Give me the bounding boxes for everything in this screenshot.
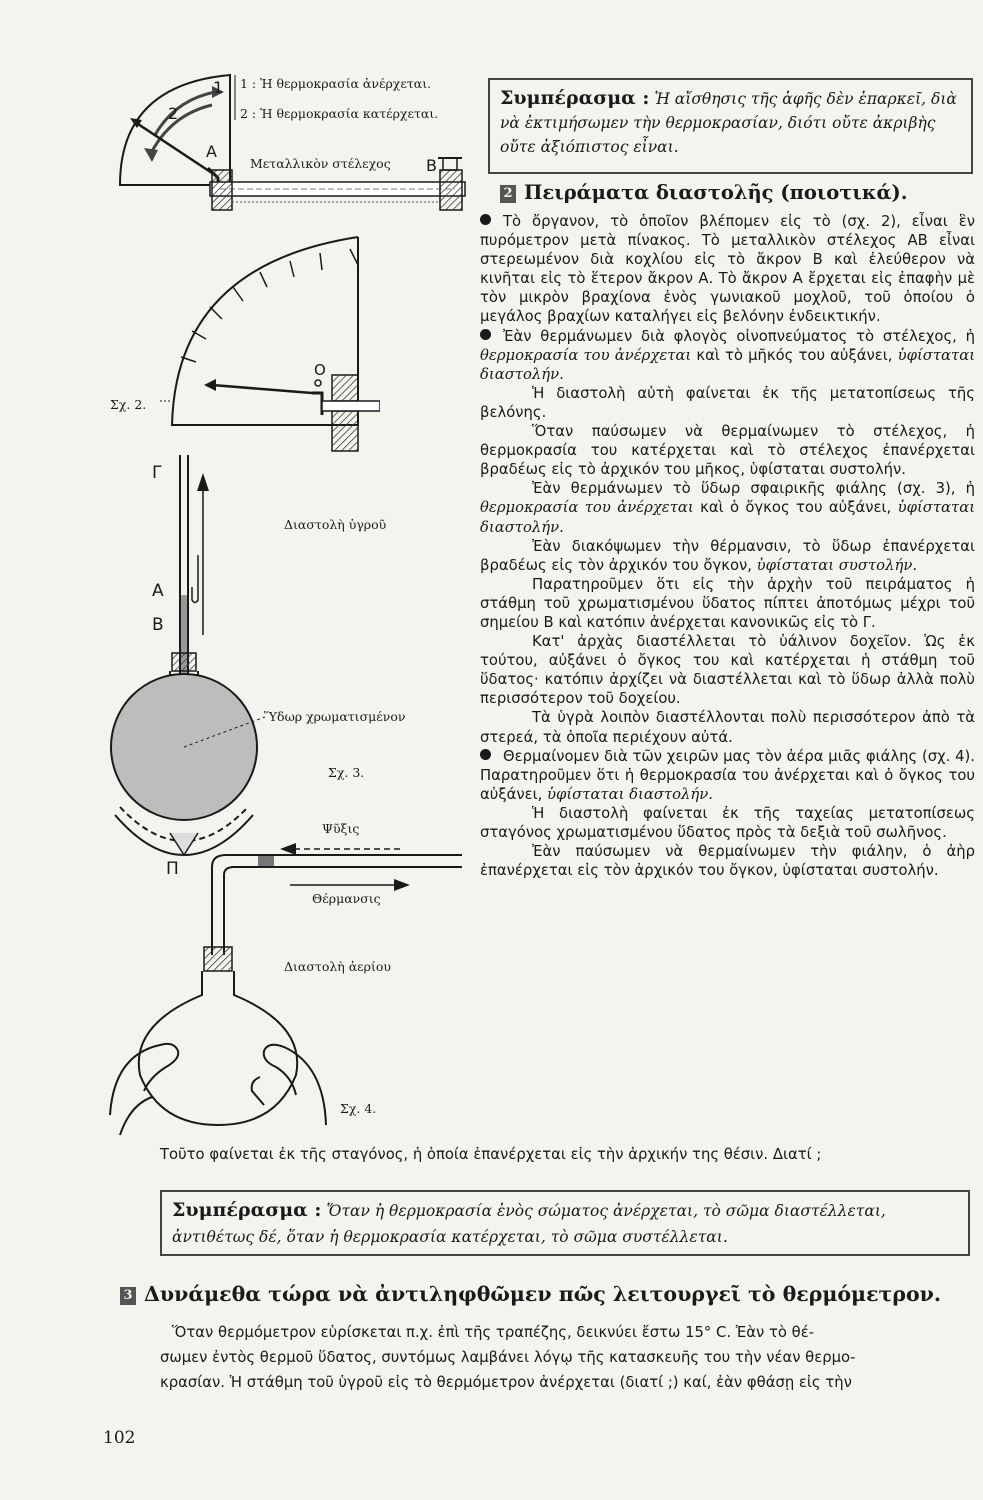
paragraph-1-text: Τὸ ὄργανον, τὸ ὁποῖον βλέπομεν εἰς τὸ (σχ. 2), εἶναι ἓν πυρόμετρον μετὰ πίνακος. Τὸ μεταλλικὸν στέλεχος ΑΒ εἶναι στερεωμένον διὰ κοχλίου εἰς τὸ ἄκρον Β καὶ ἐλεύθερον νὰ κινῆται εἰς τὸ ἕτερον ἄκρον Α. Τὸ ἄκρον Α ἔρχεται εἰς ἐπαφὴν μὲ τὸν μικρὸν βραχίονα ἑνὸς γωνιακοῦ μοχλοῦ, τοῦ ὁποίου ὁ μεγάλος βραχίων καταλήγει εἰς βελόνην ἐνδεικτικήν. [480,213,975,326]
paragraph-11: Ἡ διαστολὴ φαίνεται ἐκ τῆς ταχείας μετατοπίσεως σταγόνος χρωματισμένου ὕδατος πρὸς τὰ δεξιὰ τοῦ σωλῆνος. [480,804,975,841]
paragraph-2-emphasis-1: θερμοκρασία του ἀνέρχεται [480,346,692,364]
fig3-water-label: Ὕδωρ χρωματισμένον [264,709,406,724]
page-number: 102 [103,1428,136,1448]
fig3-point-a: A [152,581,164,601]
figure-1 [100,60,480,220]
figure-4-drawing [100,815,480,1135]
fig3-point-b: B [152,615,164,635]
fig4-caption: Σχ. 4. [340,1101,377,1116]
section-2-heading [500,181,907,204]
conclusion-1-text: Ἡ αἴσθησις τῆς ἁφῆς δὲν ἐπαρκεῖ, διὰ νὰ ἐκτιμήσωμεν τὴν θερμοκρασίαν, διότι οὔτε ἀκριβὴς οὔτε ἀξιόπιστος εἶναι. [500,90,957,156]
fig3-point-g: Γ [152,463,162,483]
section-3-line-1: Ὅταν θερμόμετρον εὑρίσκεται π.χ. ἐπὶ τῆς τραπέζης, δεικνύει ἔστω 15° C. Ἐὰν τὸ θέ- [172,1324,815,1341]
paragraph-2-text-a: Ἐὰν θερμάνωμεν διὰ φλογὸς οἰνοπνεύματος τὸ στέλεχος, ἡ [503,327,975,345]
fig1-number-2: 2 [168,104,179,123]
paragraph-3: Ἡ διαστολὴ αὐτὴ φαίνεται ἐκ τῆς μετατοπίσεως τῆς βελόνης. [480,384,975,421]
paragraph-13: Τοῦτο φαίνεται ἐκ τῆς σταγόνος, ἡ ὁποία ἐπανέρχεται εἰς τὴν ἀρχικήν της θέσιν. Διατί ; [160,1146,822,1163]
paragraph-5-emphasis-2: ὑφίσταται διαστολήν. [480,499,976,536]
paragraph-7: Παρατηροῦμεν ὅτι εἰς τὴν ἀρχὴν τοῦ πειράματος ἡ στάθμη τοῦ χρωματισμένου ὕδατος πίπτει ἀποτόμως μέχρι τοῦ σημείου Β καὶ κατόπιν ἀνέρχεται κανονικῶς εἰς τὸ Γ. [480,575,975,631]
fig4-cooling-label: Ψῦξις [322,821,360,836]
section-3-line-3: κρασίαν. Ἡ στάθμη τοῦ ὑγροῦ εἰς τὸ θερμόμετρον ἀνέρχεται (διατί ;) καί, ἐὰν φθάσῃ εἰς τὴν [160,1374,852,1391]
section-3-number: 3 [120,1287,136,1305]
figure-2 [100,225,380,460]
paragraph-6 [480,537,975,575]
paragraph-2 [480,327,975,384]
paragraph-5-emphasis-1: θερμοκρασία του ἀνέρχεται [480,499,694,517]
section-3-line-2: σωμεν ἐντὸς θερμοῦ ὕδατος, συντόμως λαμβάνει λόγῳ τῆς κατασκευῆς του τὴν νέαν θερμο- [160,1349,856,1366]
paragraph-2-text-c: καὶ τὸ μῆκός του αὐξάνει, [691,346,898,364]
conclusion-2-lead: Συμπέρασμα : [172,1199,322,1221]
fig1-number-1: 1 [213,78,224,97]
figure-4 [100,815,480,1135]
paragraph-6-emphasis: ὑφίσταται συστολήν. [756,556,918,574]
paragraph-12: Ἐὰν παύσωμεν νὰ θερμαίνωμεν τὴν φιάλην, ὁ ἀὴρ ἐπανέρχεται εἰς τὸν ἀρχικόν του ὄγκον, ὑφίσταται συστολήν. [480,843,975,880]
paragraph-1 [480,212,975,327]
paragraph-10-emphasis: ὑφίσταται διαστολήν. [547,785,713,803]
fig4-heating-label: Θέρμανσις [312,891,381,906]
section-2-number: 2 [500,185,516,203]
section-3-title: Δυνάμεθα τώρα νὰ ἀντιληφθῶμεν πῶς λειτουργεῖ τὸ θερμόμετρον. [144,1282,941,1306]
bullet-icon [480,749,491,760]
bullet-icon [480,329,491,340]
paragraph-5-text-a: Ἐὰν θερμάνωμεν τὸ ὕδωρ σφαιρικῆς φιάλης (σχ. 3), ἡ [532,480,975,498]
fig3-expansion-label: Διαστολὴ ὑγροῦ [284,517,387,532]
paragraph-8: Κατ' ἀρχὰς διαστέλλεται τὸ ὑάλινον δοχεῖον. Ὡς ἐκ τούτου, αὐξάνει ὁ ὄγκος του καὶ κατέρχεται ἡ στάθμη τοῦ ὕδατος· κατόπιν ἀρχίζει νὰ διαστέλλεται καὶ τὸ ὕδωρ ἀλλὰ πολὺ περισσότερον τοῦ δοχείου. [480,633,975,708]
section-3-heading [120,1282,941,1306]
paragraph-4: Ὅταν παύσωμεν νὰ θερμαίνωμεν τὸ στέλεχος, ἡ θερμοκρασία του κατέρχεται καὶ τὸ στέλεχος ἐπανέρχεται βραδέως εἰς τὸ ἀρχικόν του μῆκος, ὑφίσταται συστολήν. [480,423,975,479]
paragraph-9: Τὰ ὑγρὰ λοιπὸν διαστέλλονται πολὺ περισσότερον ἀπὸ τὰ στερεά, τὰ ὁποῖα περιέχουν αὐτά. [480,709,975,746]
fig4-gas-label: Διαστολὴ ἀερίου [284,959,392,974]
fig1-legend-2: 2 : Ἡ θερμοκρασία κατέρχεται. [240,106,439,121]
paragraph-2-emphasis-2: ὑφίσταται διαστολήν. [480,346,976,383]
conclusion-2-text: Ὅταν ἡ θερμοκρασία ἑνὸς σώματος ἀνέρχεται, τὸ σῶμα διαστέλλεται, ἀντιθέτως δέ, ὅταν ἡ θερμοκρασία κατέρχεται, τὸ σῶμα συστέλλεται. [172,1202,886,1246]
paragraph-5-text-c: καὶ ὁ ὄγκος του αὐξάνει, [693,499,898,517]
figure-2-drawing [100,225,380,460]
fig3-point-p: Π [166,859,179,879]
fig1-point-a: A [206,142,217,161]
fig1-point-b: B [426,156,437,175]
fig2-point-o: O [314,361,326,379]
paragraph-10 [480,747,975,804]
fig1-legend-1: 1 : Ἡ θερμοκρασία ἀνέρχεται. [240,76,432,91]
fig3-caption: Σχ. 3. [328,765,365,780]
conclusion-1-lead: Συμπέρασμα : [500,87,650,109]
conclusion-box-1 [488,78,973,174]
paragraph-6-text-a: Ἐὰν διακόψωμεν τὴν θέρμανσιν, τὸ ὕδωρ ἐπανέρχεται βραδέως εἰς τὸν ἀρχικόν του ὄγκον, [480,537,975,574]
bullet-icon [480,214,491,225]
figure-3 [100,455,480,879]
section-2-title: Πειράματα διαστολῆς (ποιοτικά). [524,181,908,204]
paragraph-10-text-a: Θερμαίνομεν διὰ τῶν χειρῶν μας τὸν ἀέρα μιᾶς φιάλης (σχ. 4). Παρατηροῦμεν ὅτι ἡ θερμοκρασία του ἀνέρχεται καὶ ὁ ὄγκος του αὐξάνει, [480,747,975,803]
fig2-caption: Σχ. 2. [110,397,147,412]
conclusion-box-2 [160,1190,970,1256]
paragraph-5 [480,479,975,536]
fig1-rod-label: Μεταλλικὸν στέλεχος [250,156,391,171]
body-column [480,212,975,880]
